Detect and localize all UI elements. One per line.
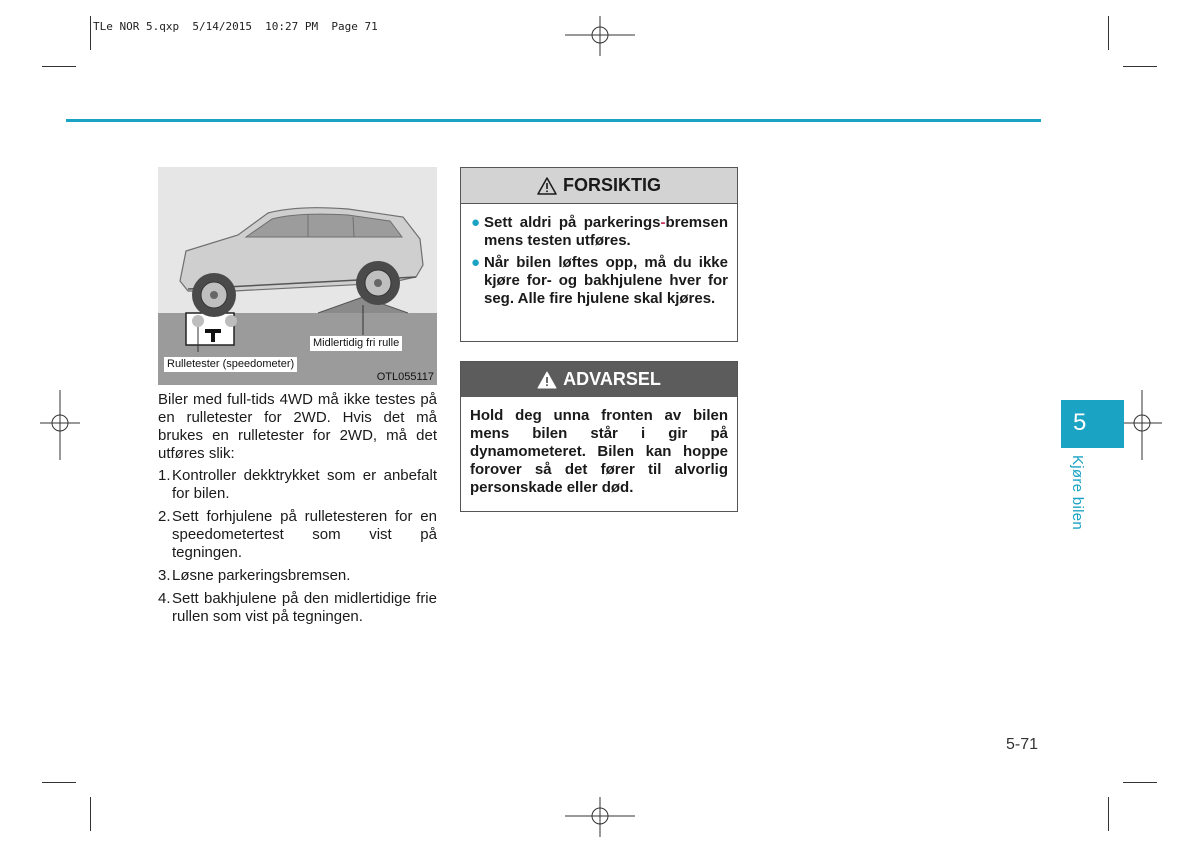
step-text: Kontroller dekktrykket som er anbefalt for bilen. [172,467,437,502]
registration-mark-bottom [565,797,635,837]
body-text [158,391,437,631]
chapter-title: Kjøre bilen [1069,455,1086,530]
crop-mark [1123,782,1157,783]
caution-item-text: bremsen mens testen utføres. [484,214,728,249]
warning-triangle-outline-icon [537,177,557,195]
caution-box [460,167,738,342]
caution-title: FORSIKTIG [563,175,661,195]
registration-mark-right [1122,390,1162,460]
car-on-dynamometer-illustration [158,167,437,385]
list-item [158,590,437,626]
registration-mark-top [565,16,635,56]
crop-mark [42,782,76,783]
warning-box [460,361,738,512]
registration-mark-left [40,390,80,460]
list-item [158,467,437,503]
intro-paragraph: Biler med full-tids 4WD må ikke testes på en rulletester for 2WD. Hvis det må brukes en rulletester for 2WD, må det utføres slik: [158,391,437,462]
crop-mark [90,16,91,50]
crop-mark [1108,797,1109,831]
header-rule [66,119,1041,122]
list-item [158,567,437,585]
caution-item-text: Når bilen løftes opp, må du ikke kjøre for- og bakhjulene hver for seg. Alle fire hjulene skal kjøres. [484,254,728,307]
warning-title: ADVARSEL [563,369,661,389]
hyphen-mark: - [660,214,666,231]
step-text: Løsne parkeringsbremsen. [172,567,351,584]
bullet-icon: ● [471,214,481,231]
step-text: Sett bakhjulene på den midlertidige frie rullen som vist på tegningen. [172,590,437,625]
warning-header [461,362,737,397]
crop-mark [42,66,76,67]
step-number: 3. [158,567,171,584]
caution-item-text: Sett aldri på parkerings [484,214,661,231]
chapter-tab [1061,400,1124,448]
print-slug: TLe NOR 5.qxp 5/14/2015 10:27 PM Page 71 [93,20,378,33]
page-number: 5-71 [1006,736,1039,753]
steps-list [158,467,437,626]
caution-header [461,168,737,204]
figure-code: OTL055117 [376,371,434,383]
step-number: 2. [158,508,171,525]
caution-body [461,204,737,308]
crop-mark [1108,16,1109,50]
step-text: Sett forhjulene på rulletesteren for en speedometertest som vist på tegningen. [172,508,437,561]
dynamometer-figure [158,167,437,385]
warning-body: Hold deg unna fronten av bilen mens bilen står i gir på dynamometeret. Bilen kan hoppe forover så det fører til alvorlig personskade eller død. [470,407,728,496]
list-item [158,508,437,562]
crop-mark [90,797,91,831]
label-free-roller: Midlertidig fri rulle [310,336,402,351]
chapter-number: 5 [1073,409,1087,436]
crop-mark [1123,66,1157,67]
step-number: 4. [158,590,171,607]
label-roller-tester: Rulletester (speedometer) [164,357,297,372]
list-item [470,254,728,308]
warning-triangle-filled-icon [537,371,557,389]
list-item [470,214,728,250]
bullet-icon: ● [471,254,481,271]
step-number: 1. [158,467,171,484]
